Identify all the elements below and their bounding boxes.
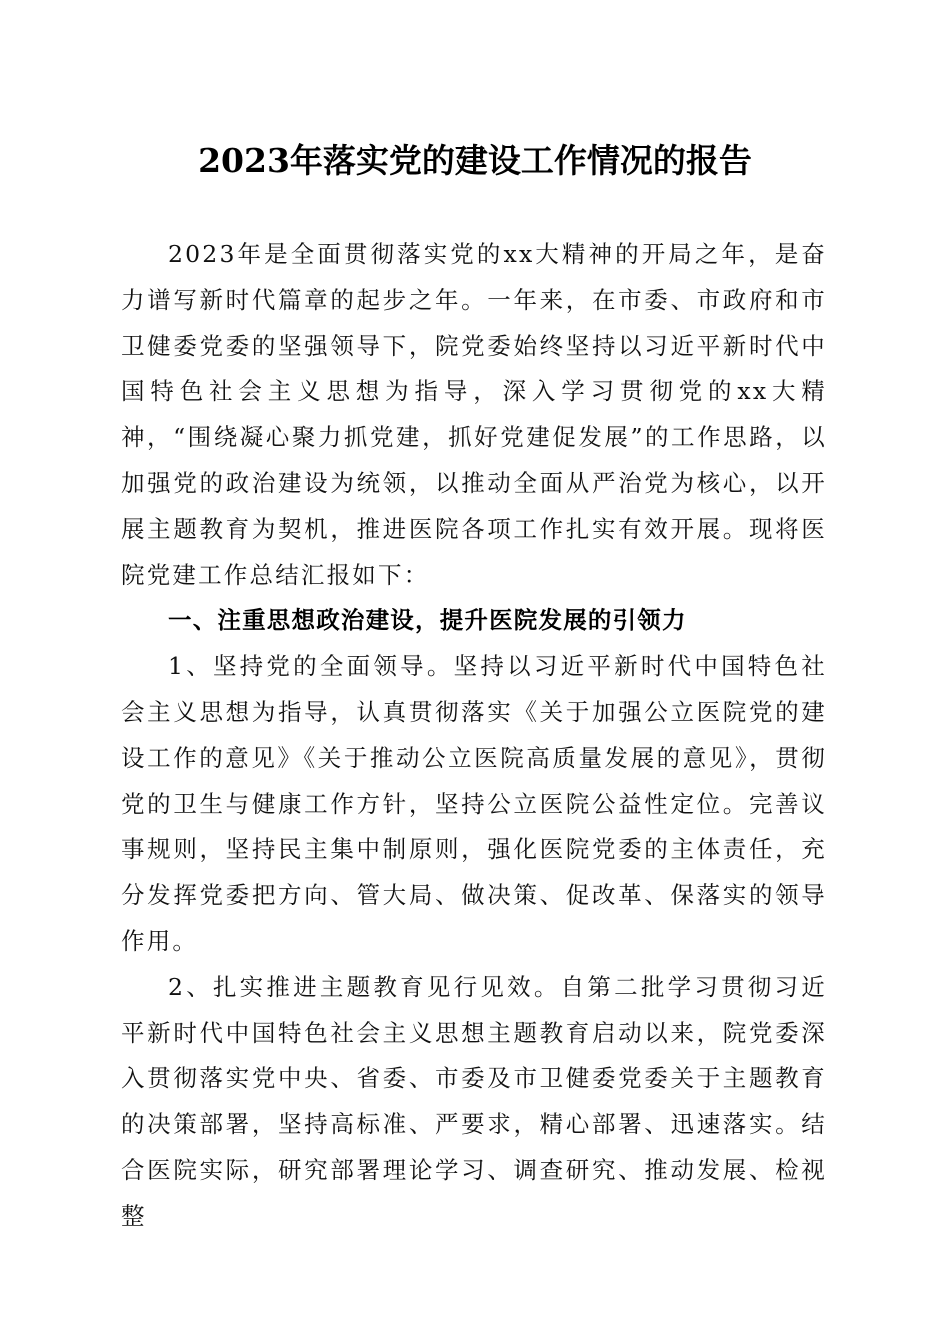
document-body	[121, 232, 827, 1240]
item-paragraph-2: 2、扎实推进主题教育见行见效。自第二批学习贯彻习近平新时代中国特色社会主义思想主题教育启动以来，院党委深入贯彻落实党中央、省委、市委及市卫健委党委关于主题教育的决策部署，坚持高标准、严要求，精心部署、迅速落实。结合医院实际，研究部署理论学习、调查研究、推动发展、检视整	[121, 972, 827, 1230]
document-title: 2023年落实党的建设工作情况的报告	[198, 141, 752, 180]
intro-paragraph: 2023年是全面贯彻落实党的xx大精神的开局之年，是奋力谱写新时代篇章的起步之年。一年来，在市委、市政府和市卫健委党委的坚强领导下，院党委始终坚持以习近平新时代中国特色社会主义思想为指导，深入学习贯彻党的xx大精神，“围绕凝心聚力抓党建，抓好党建促发展”的工作思路，以加强党的政治建设为统领，以推动全面从严治党为核心，以开展主题教育为契机，推进医院各项工作扎实有效开展。现将医院党建工作总结汇报如下：	[121, 240, 827, 589]
section-heading: 一、注重思想政治建设，提升医院发展的引领力	[168, 606, 687, 635]
item-paragraph-1: 1、坚持党的全面领导。坚持以习近平新时代中国特色社会主义思想为指导，认真贯彻落实《关于加强公立医院党的建设工作的意见》《关于推动公立医院高质量发展的意见》，贯彻党的卫生与健康工作方针，坚持公立医院公益性定位。完善议事规则，坚持民主集中制原则，强化医院党委的主体责任，充分发挥党委把方向、管大局、做决策、促改革、保落实的领导作用。	[121, 652, 827, 955]
